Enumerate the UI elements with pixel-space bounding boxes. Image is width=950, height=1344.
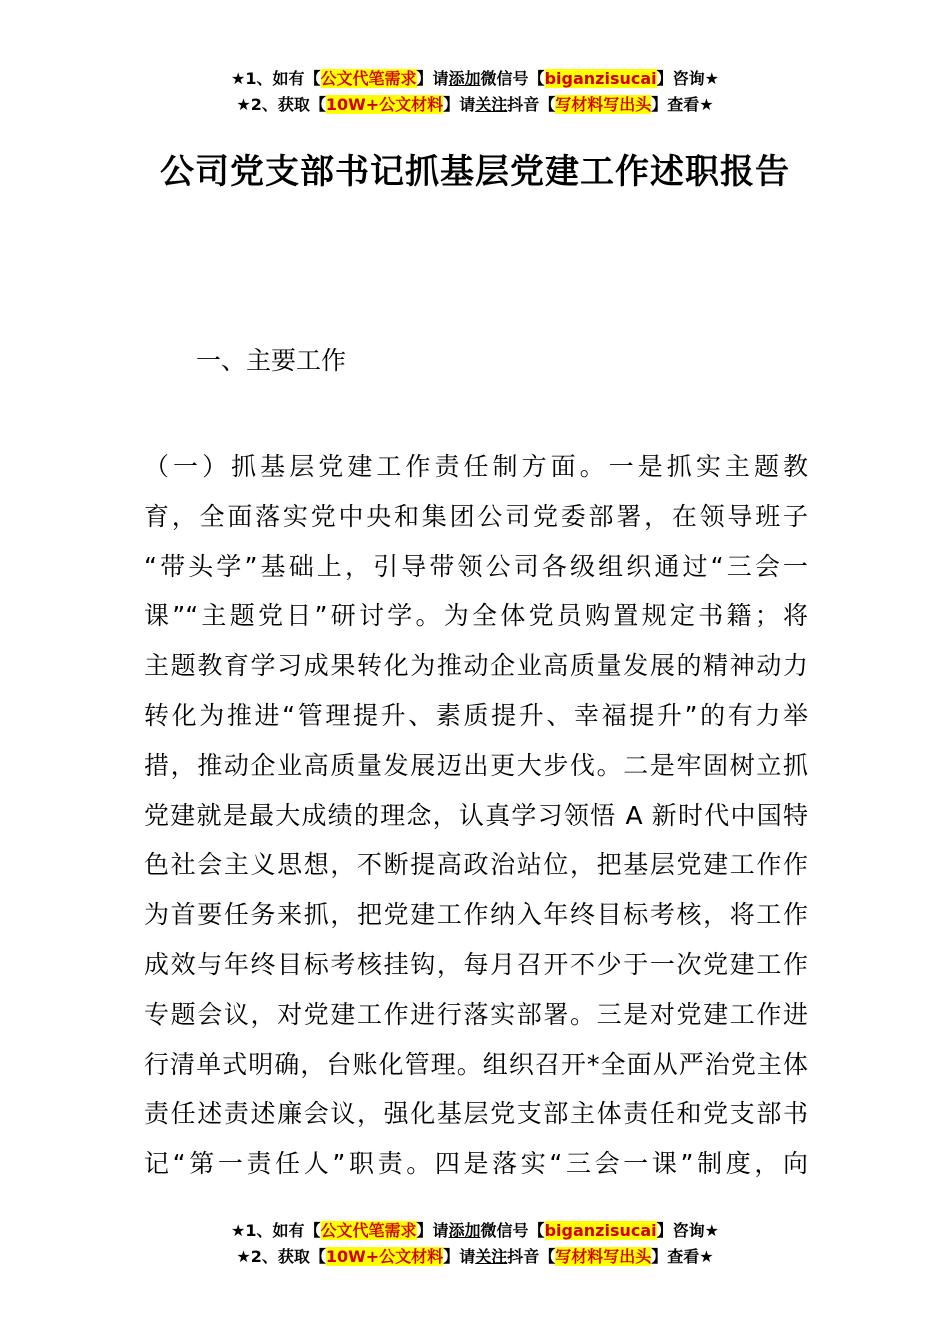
section-heading: 一、主要工作	[196, 346, 347, 375]
paragraph-line: “带头学”基础上，引导带领公司各级组织通过“三会一	[144, 551, 808, 581]
banner-line-2: ★2、获取【10W+公文材料】请关注抖音【写材料写出头】查看★	[236, 1247, 714, 1266]
highlight-douyin: 写材料写出头	[555, 95, 652, 114]
body-paragraph	[144, 442, 808, 1189]
highlight-materials: 10W+公文材料	[325, 1247, 444, 1266]
highlight-service: 公文代笔需求	[320, 69, 417, 88]
header-banner	[0, 66, 950, 118]
banner-line-2: ★2、获取【10W+公文材料】请关注抖音【写材料写出头】查看★	[236, 95, 714, 114]
paragraph-line: 育，全面落实党中央和集团公司党委部署，在领导班子	[144, 501, 808, 531]
footer-banner	[0, 1218, 950, 1270]
paragraph-line: 责任述责述廉会议，强化基层党支部主体责任和党支部书	[144, 1099, 808, 1129]
paragraph-line: （一）抓基层党建工作责任制方面。一是抓实主题教	[144, 452, 808, 481]
highlight-materials: 10W+公文材料	[325, 95, 444, 114]
paragraph-line: 主题教育学习成果转化为推动企业高质量发展的精神动力	[144, 651, 808, 681]
highlight-wechat-id: biganzisucai	[544, 1221, 657, 1240]
paragraph-line: 色社会主义思想，不断提高政治站位，把基层党建工作作	[144, 850, 808, 880]
paragraph-line: 成效与年终目标考核挂钩，每月召开不少于一次党建工作	[144, 949, 808, 979]
highlight-wechat-id: biganzisucai	[544, 69, 657, 88]
paragraph-line: 行清单式明确，台账化管理。组织召开*全面从严治党主体	[144, 1049, 808, 1079]
paragraph-line: 转化为推进“管理提升、素质提升、幸福提升”的有力举	[144, 700, 808, 730]
paragraph-line: 专题会议，对党建工作进行落实部署。三是对党建工作进	[144, 999, 808, 1029]
document-title: 公司党支部书记抓基层党建工作述职报告	[160, 152, 790, 192]
banner-line-1: ★1、如有【公文代笔需求】请添加微信号【biganzisucai】咨询★	[231, 69, 719, 88]
highlight-service: 公文代笔需求	[320, 1221, 417, 1240]
paragraph-line: 记“第一责任人”职责。四是落实“三会一课”制度，向	[144, 1149, 808, 1179]
paragraph-line: 课”“主题党日”研讨学。为全体党员购置规定书籍；将	[144, 601, 808, 631]
paragraph-line: 为首要任务来抓，把党建工作纳入年终目标考核，将工作	[144, 900, 808, 930]
paragraph-line: 措，推动企业高质量发展迈出更大步伐。二是牢固树立抓	[144, 750, 808, 780]
banner-line-1: ★1、如有【公文代笔需求】请添加微信号【biganzisucai】咨询★	[231, 1221, 719, 1240]
highlight-douyin: 写材料写出头	[555, 1247, 652, 1266]
paragraph-line: 党建就是最大成绩的理念，认真学习领悟 A 新时代中国特	[144, 800, 808, 830]
